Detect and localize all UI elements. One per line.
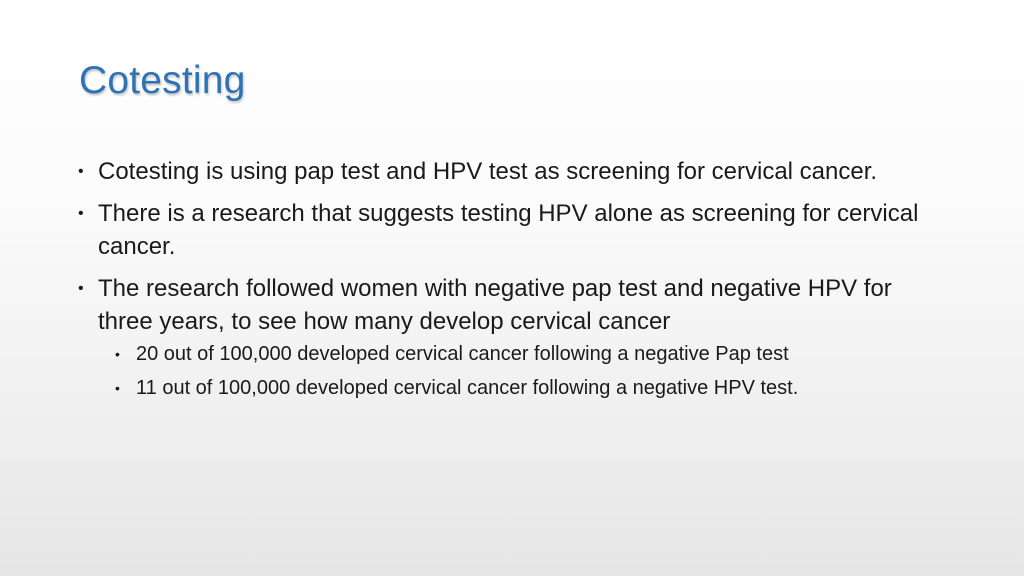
bullet-item bbox=[78, 155, 938, 188]
bullet-dot-icon: • bbox=[78, 163, 84, 180]
bullet-item bbox=[78, 272, 938, 338]
bullet-dot-icon: • bbox=[78, 205, 84, 222]
sub-bullet-item bbox=[115, 374, 938, 402]
sub-bullet-text: 11 out of 100,000 developed cervical cancer following a negative HPV test. bbox=[136, 377, 799, 399]
slide-title: Cotesting bbox=[79, 59, 246, 102]
slide-content bbox=[78, 155, 938, 408]
sub-bullet-text: 20 out of 100,000 developed cervical cancer following a negative Pap test bbox=[136, 343, 789, 365]
sub-bullet-dot-icon: • bbox=[115, 346, 120, 362]
sub-bullet-item bbox=[115, 340, 938, 368]
bullet-dot-icon: • bbox=[78, 280, 84, 297]
bullet-text: The research followed women with negative pap test and negative HPV for three years, to see how many develop cervical cancer bbox=[98, 275, 892, 335]
bullet-text: Cotesting is using pap test and HPV test as screening for cervical cancer. bbox=[98, 158, 878, 185]
sub-bullet-dot-icon: • bbox=[115, 380, 120, 396]
bullet-item bbox=[78, 197, 938, 263]
bullet-text: There is a research that suggests testing HPV alone as screening for cervical cancer. bbox=[98, 200, 919, 260]
